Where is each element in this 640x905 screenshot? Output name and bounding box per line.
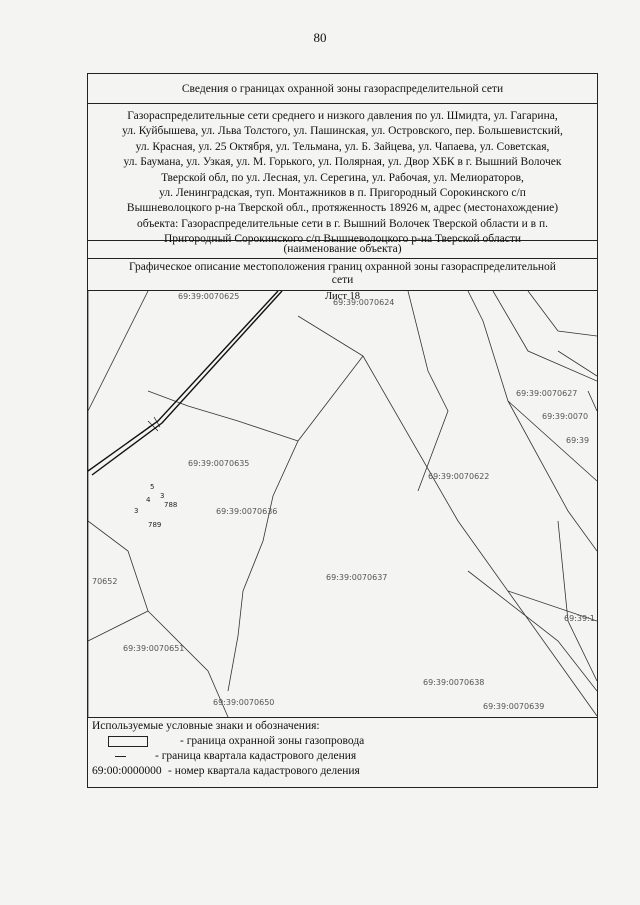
table-title: Сведения о границах охранной зоны газораспределительной сети (88, 74, 597, 104)
point-label: 789 (148, 521, 162, 529)
parcel-label: 69:39:0070 (542, 412, 589, 421)
quarter-boundary-text: - граница квартала кадастрового деления (155, 750, 357, 762)
parcel-label: 70652 (92, 577, 118, 586)
description-line: ул. Ленинградская, туп. Монтажников в п. Пригородный Сорокинского с/п (159, 187, 526, 200)
object-description (88, 104, 597, 246)
parcel-label: 69:39:0070637 (326, 573, 388, 582)
graphic-description-line1: Графическое описание местоположения границ охранной зоны газораспределительной (129, 261, 556, 273)
zone-boundary-symbol (108, 736, 148, 747)
parcel-label: 69:39:0070635 (188, 459, 250, 468)
point-label: 4 (146, 496, 151, 504)
description-line: Пригородный Сорокинского с/п Вышневолоцкого р-на Тверской области (164, 233, 521, 246)
graphic-description-line2: сети (331, 274, 354, 286)
parcel-label: 69:39:0070650 (213, 698, 275, 707)
quarter-boundary-symbol (115, 756, 126, 757)
page-number: 80 (313, 30, 327, 45)
description-line: объекта: Газораспределительные сети в г. Вышний Волочек Тверской области и в п. (137, 217, 548, 230)
object-name-label: (наименование объекта) (88, 241, 597, 259)
point-label: 5 (150, 483, 155, 491)
cadastral-map (88, 291, 597, 718)
legend-row-number (88, 764, 597, 779)
parcel-label: 69:39:0070639 (483, 702, 545, 711)
point-label: 788 (164, 501, 178, 509)
parcel-label: 69:39:0070627 (516, 389, 578, 398)
legend-header: Используемые условные знаки и обозначения: (92, 720, 320, 732)
parcel-label: 69:39:1 (564, 614, 595, 623)
quarter-number-text: - номер квартала кадастрового деления (168, 765, 360, 777)
description-line: ул. Красная, ул. 25 Октября, ул. Тельмана, ул. Б. Зайцева, ул. Чапаева, ул. Советская, (135, 140, 550, 153)
map-svg (88, 291, 597, 717)
sheet-label: Лист 18 (324, 291, 361, 302)
point-label: 3 (134, 507, 139, 515)
parcel-label: 69:39 (566, 436, 590, 445)
description-line: ул. Баумана, ул. Узкая, ул. М. Горького, ул. Полярная, ул. Двор ХБК в г. Вышний Волочек (123, 156, 562, 169)
parcel-label: 69:39:0070624 (333, 298, 395, 307)
zone-info-table (87, 73, 598, 788)
point-label: 3 (160, 492, 165, 500)
legend (88, 718, 597, 779)
description-line: Газораспределительные сети среднего и низкого давления по ул. Шмидта, ул. Гагарина, (127, 110, 558, 122)
parcel-label: 69:39:0070625 (178, 292, 240, 301)
description-line: ул. Куйбышева, ул. Льва Толстого, ул. Пашинская, ул. Островского, пер. Большевистский, (122, 125, 563, 138)
legend-row-zone (88, 734, 597, 749)
parcel-label: 69:39:0070622 (428, 472, 490, 481)
parcel-label: 69:39:0070651 (123, 644, 185, 653)
parcel-label: 69:39:0070636 (216, 507, 278, 516)
zone-boundary-text: - граница охранной зоны газопровода (180, 735, 365, 747)
description-line: Вышневолоцкого р-на Тверской обл., протяженность 18926 м, адрес (местонахождение) (126, 202, 559, 215)
parcel-label: 69:39:0070638 (423, 678, 485, 687)
description-line: Тверской обл, по ул. Лесная, ул. Серегина, ул. Рабочая, ул. Мелиораторов, (161, 171, 524, 184)
quarter-code-sample: 69:00:0000000 (92, 765, 162, 777)
graphic-description (88, 259, 597, 291)
legend-row-quarter (88, 749, 597, 764)
